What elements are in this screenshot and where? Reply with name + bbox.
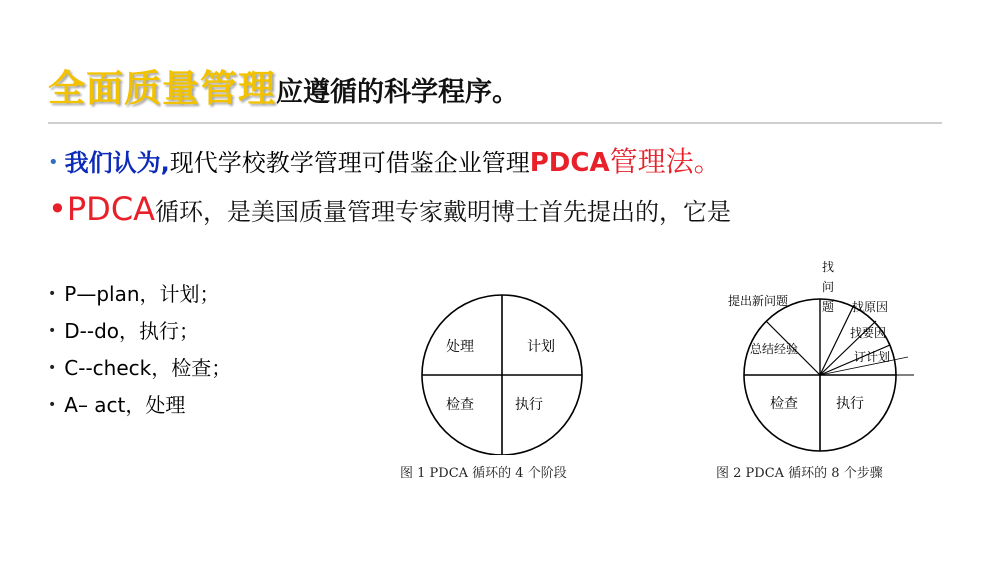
quadrant-label-check: 检查	[446, 397, 474, 413]
label-find-problem-1: 找	[822, 260, 835, 274]
list-item: • D--do，执行；	[48, 319, 200, 343]
para1-pdca: PDCA	[529, 148, 610, 178]
bullet-dot-icon: •	[48, 323, 57, 339]
para1-tail: 管理法。	[609, 145, 722, 178]
para2-body: 循环，是美国质量管理专家戴明博士首先提出的，它是	[155, 198, 732, 226]
bullet-dot-icon: •	[48, 190, 67, 228]
label-check: 检查	[770, 396, 798, 412]
title-highlight: 全面质量管理	[48, 67, 276, 110]
list-item: • C--check，检查；	[48, 356, 232, 380]
label-main-cause: 找要因	[850, 326, 887, 340]
para2-pdca: PDCA	[66, 190, 156, 228]
label-summary: 总结经验	[750, 342, 799, 356]
bullet-dot-icon: •	[48, 397, 57, 413]
pdca-four-phase-diagram	[410, 285, 600, 455]
label-find-problem-3: 题	[822, 300, 835, 314]
list-item: • A– act，处理	[48, 393, 186, 417]
quadrant-label-act: 处理	[446, 339, 474, 355]
bullet-dot-icon: •	[48, 286, 57, 302]
title-divider	[48, 122, 942, 124]
label-execute: 执行	[836, 396, 864, 412]
label-cause: 找原因	[852, 300, 889, 314]
para1-lead: 我们认为,	[64, 149, 170, 177]
slide-title	[48, 58, 519, 112]
paragraph-1	[48, 140, 722, 180]
paragraph-2	[48, 190, 731, 228]
pdca-eight-step-diagram	[718, 255, 930, 455]
figure2-caption: 图 2 PDCA 循环的 8 个步骤	[716, 466, 883, 481]
quadrant-label-do: 执行	[515, 397, 543, 413]
label-find-problem-2: 问	[822, 280, 835, 294]
bullet-dot-icon: •	[48, 360, 57, 376]
bullet-dot-icon: •	[48, 152, 59, 173]
steps-list	[48, 278, 231, 426]
para1-body: 现代学校教学管理可借鉴企业管理	[169, 149, 530, 177]
quadrant-label-plan: 计划	[527, 339, 555, 355]
list-item: • P—plan，计划；	[48, 282, 220, 306]
figure1-caption: 图 1 PDCA 循环的 4 个阶段	[400, 466, 567, 481]
label-propose: 提出新问题	[728, 294, 789, 308]
label-plan: 订计划	[854, 350, 891, 364]
title-rest: 应遵循的科学程序。	[276, 77, 519, 108]
